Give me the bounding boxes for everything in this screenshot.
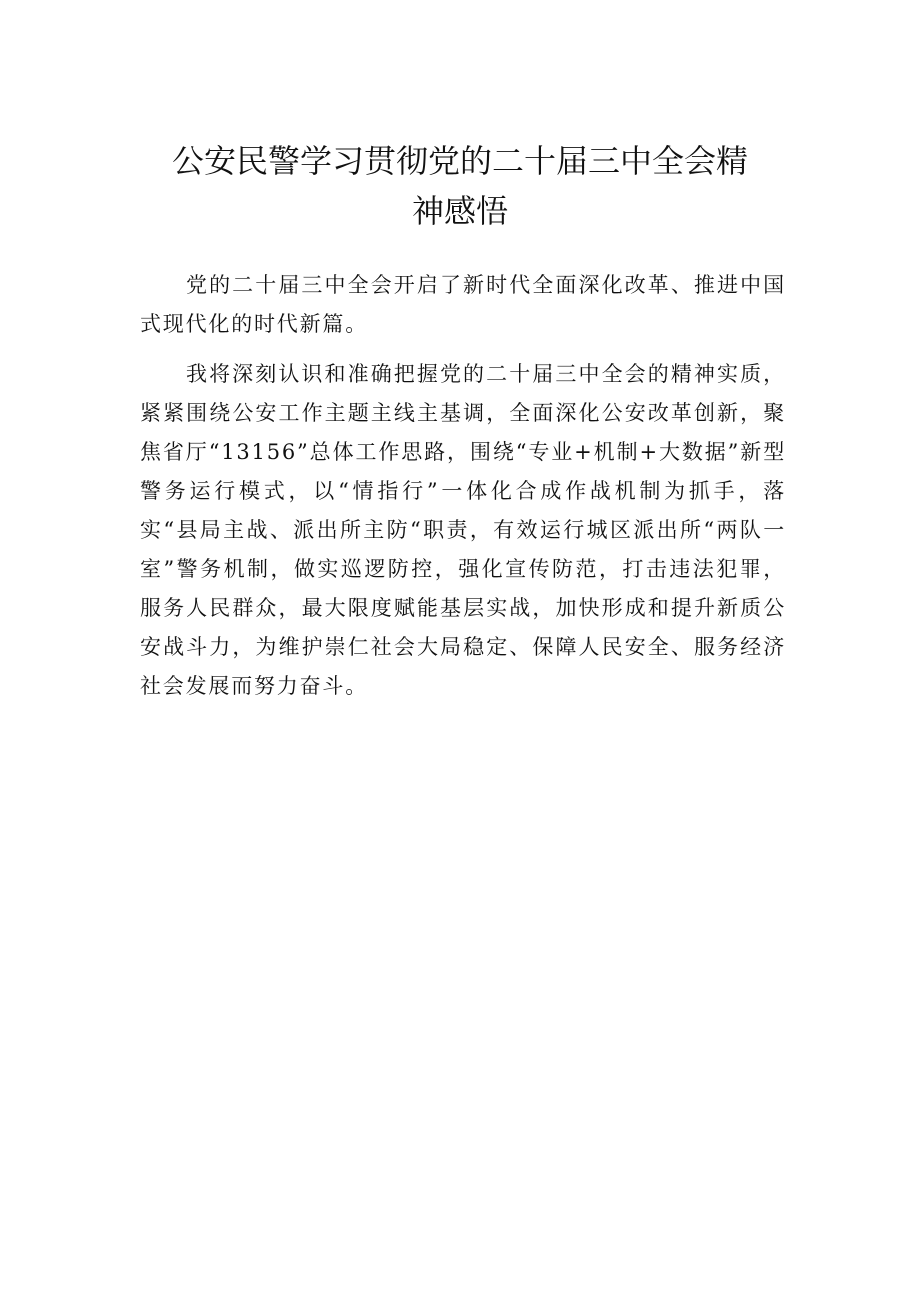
document-title-line-2: 神感悟 xyxy=(411,192,508,230)
document-title-line-1: 公安民警学习贯彻党的二十届三中全会精 xyxy=(171,142,748,180)
paragraph-1: 党的二十届三中全会开启了新时代全面深化改革、推进中国式现代化的时代新篇。 xyxy=(140,273,786,336)
paragraph-2: 我将深刻认识和准确把握党的二十届三中全会的精神实质，紧紧围绕公安工作主题主线主基调，全面深化公安改革创新，聚焦省厅“13156”总体工作思路，围绕“专业+机制+大数据”新型警务运行模式，以“情指行”一体化合成作战机制为抓手，落实“县局主战、派出所主防“职责，有效运行城区派出所“两队一室”警务机制，做实巡逻防控，强化宣传防范，打击违法犯罪，服务人民群众，最大限度赋能基层实战，加快形成和提升新质公安战斗力，为维护崇仁社会大局稳定、保障人民安全、服务经济社会发展而努力奋斗。 xyxy=(140,362,786,698)
document-title xyxy=(130,136,790,236)
document-body xyxy=(140,266,786,717)
